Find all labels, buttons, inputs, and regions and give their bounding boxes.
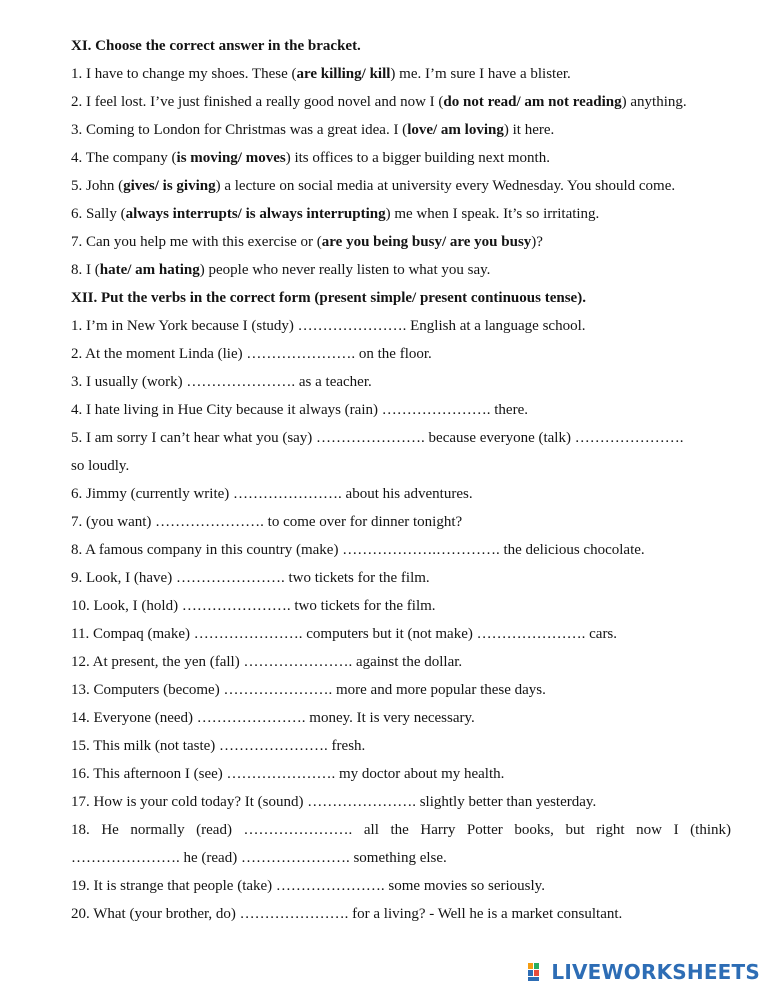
xii-line: 20. What (your brother, do) …………………. for a living? - Well he is a market consultant. [71, 906, 623, 922]
xii-line: 9. Look, I (have) …………………. two tickets for the film. [71, 570, 430, 586]
question-text-end: ) anything. [621, 94, 687, 110]
xi-question [71, 120, 731, 140]
answer-options[interactable]: love/ am loving [407, 122, 504, 138]
question-text: 6. Sally ( [71, 206, 126, 222]
xii-line: 17. How is your cold today? It (sound) …………………. slightly better than yesterday. [71, 794, 597, 810]
xii-line: 1. I’m in New York because I (study) …………………. English at a language school. [71, 318, 586, 334]
xii-line: 13. Computers (become) …………………. more and more popular these days. [71, 682, 546, 698]
question-text: 5. John ( [71, 178, 124, 194]
xi-question [71, 64, 731, 84]
xii-line: 2. At the moment Linda (lie) …………………. on the floor. [71, 346, 432, 362]
question-text-end: ) me. I’m sure I have a blister. [390, 66, 571, 82]
question-text-end: ) it here. [503, 122, 555, 138]
xii-line: 19. It is strange that people (take) …………………. some movies so seriously. [71, 878, 545, 894]
xii-line: 3. I usually (work) …………………. as a teacher. [71, 374, 372, 390]
question-text-end: ) me when I speak. It’s so irritating. [385, 206, 600, 222]
xii-line: 14. Everyone (need) …………………. money. It is very necessary. [71, 710, 475, 726]
question-text-end: ) its offices to a bigger building next month. [285, 150, 550, 166]
question-text: 8. I ( [71, 262, 100, 278]
xii-line: 5. I am sorry I can’t hear what you (say) …………………. because everyone (talk) …………………. [71, 430, 684, 446]
section-xii-title: XII. Put the verbs in the correct form (present simple/ present continuous tense). [71, 290, 586, 306]
watermark-text: LIVEWORKSHEETS [551, 960, 760, 984]
question-text-end: ) people who never really listen to what you say. [199, 262, 491, 278]
question-text-end: )? [531, 234, 543, 250]
question-text: 1. I have to change my shoes. These ( [71, 66, 297, 82]
xi-question [71, 92, 731, 112]
liveworksheets-logo-icon [527, 961, 547, 983]
xii-line: 15. This milk (not taste) …………………. fresh. [71, 738, 366, 754]
xii-line: so loudly. [71, 458, 130, 474]
xii-line: 7. (you want) …………………. to come over for dinner tonight? [71, 514, 463, 530]
xii-line: 4. I hate living in Hue City because it always (rain) …………………. there. [71, 402, 528, 418]
xii-line: 18. He normally (read) …………………. all the Harry Potter books, but right now I (think) [71, 822, 731, 838]
answer-options[interactable]: hate/ am hating [99, 262, 200, 278]
answer-options[interactable]: is moving/ moves [176, 150, 286, 166]
xii-line: 10. Look, I (hold) …………………. two tickets for the film. [71, 598, 436, 614]
xi-question [71, 232, 731, 252]
xii-line: 12. At present, the yen (fall) …………………. against the dollar. [71, 654, 463, 670]
xii-line: 11. Compaq (make) …………………. computers but it (not make) …………………. cars. [71, 626, 618, 642]
section-xi-title: XI. Choose the correct answer in the bracket. [71, 38, 361, 54]
xii-line: 16. This afternoon I (see) …………………. my doctor about my health. [71, 766, 505, 782]
answer-options[interactable]: do not read/ am not reading [443, 94, 622, 110]
question-text: 4. The company ( [71, 150, 177, 166]
answer-options[interactable]: always interrupts/ is always interrupting [125, 206, 386, 222]
xii-line: 8. A famous company in this country (make) ……………….…………. the delicious chocolate. [71, 542, 645, 558]
xii-line: …………………. he (read) …………………. something else. [71, 850, 447, 866]
answer-options[interactable]: are killing/ kill [296, 66, 391, 82]
xi-question [71, 260, 731, 280]
xii-line: 6. Jimmy (currently write) …………………. about his adventures. [71, 486, 473, 502]
xi-question [71, 148, 731, 168]
question-text: 7. Can you help me with this exercise or ( [71, 234, 322, 250]
question-text-end: ) a lecture on social media at university every Wednesday. You should come. [215, 178, 676, 194]
question-text: 3. Coming to London for Christmas was a great idea. I ( [71, 122, 408, 138]
answer-options[interactable]: gives/ is giving [123, 178, 216, 194]
xi-question [71, 176, 731, 196]
liveworksheets-watermark [527, 959, 760, 985]
xi-question [71, 204, 731, 224]
answer-options[interactable]: are you being busy/ are you busy [321, 234, 532, 250]
question-text: 2. I feel lost. I’ve just finished a really good novel and now I ( [71, 94, 444, 110]
